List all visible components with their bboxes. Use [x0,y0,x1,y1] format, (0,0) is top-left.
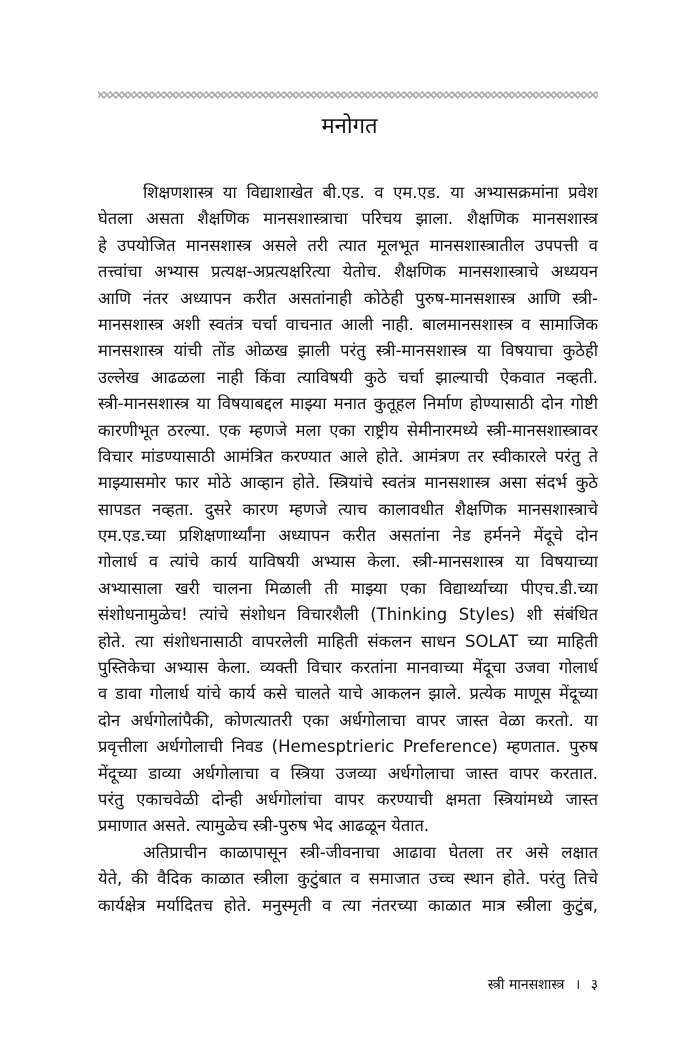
paragraph-2 [98,840,598,919]
text-line: मानसशास्त्र अशी स्वतंत्र चर्चा वाचनात आली नाही. बालमानसशास्त्र व सामाजिक [98,314,598,334]
text-line: संशोधनामुळेच! त्यांचे संशोधन विचारशैली (Thinking Styles) शी संबंधित [98,605,598,625]
footer-separator: । [574,977,581,993]
text-line: सापडत नव्हता. दुसरे कारण म्हणजे त्याच कालावधीत शैक्षणिक मानसशास्त्राचे [98,499,598,519]
text-line: घेतला असता शैक्षणिक मानसशास्त्राचा परिचय झाला. शैक्षणिक मानसशास्त्र [98,209,598,229]
text-line: अभ्यासाला खरी चालना मिळाली ती माझ्या एका विद्यार्थ्याच्या पीएच.डी.च्या [98,578,598,598]
text-line: विचार मांडण्यासाठी आमंत्रित करण्यात आले होते. आमंत्रण तर स्वीकारले परंतु ते [98,446,598,466]
text-line: दोन अर्धगोलांपैकी, कोणत्यातरी एका अर्धगोलाचा वापर जास्त वेळा करतो. या [98,710,598,730]
paragraph-1 [98,180,598,840]
text-line: मानसशास्त्र यांची तोंड ओळख झाली परंतु स्त्री-मानसशास्त्र या विषयाचा कुठेही [98,341,598,361]
text-line: अतिप्राचीन काळापासून स्त्री-जीवनाचा आढावा घेतला तर असे लक्षात [143,842,598,862]
text-line: पुस्तिकेचा अभ्यास केला. व्यक्ती विचार करतांना मानवाच्या मेंदूचा उजवा गोलार्ध [98,658,598,678]
page-footer [488,975,598,994]
text-line: तत्त्वांचा अभ्यास प्रत्यक्ष-अप्रत्यक्षरित्या येतोच. शैक्षणिक मानसशास्त्राचे अध्ययन [98,262,598,282]
text-line: हे उपयोजित मानसशास्त्र असले तरी त्यात मूलभूत मानसशास्त्रातील उपपत्ती व [98,235,598,255]
body-text [98,180,598,919]
text-line: प्रमाणात असते. त्यामुळेच स्त्री-पुरुष भेद आढळून येतात. [98,816,430,836]
text-line: शिक्षणशास्त्र या विद्याशाखेत बी.एड. व एम.एड. या अभ्यासक्रमांना प्रवेश [143,183,598,202]
text-line: माझ्यासमोर फार मोठे आव्हान होते. स्त्रियांचे स्वतंत्र मानसशास्त्र असा संदर्भ कुठे [98,473,598,493]
running-title: स्त्री मानसशास्त्र [487,977,565,993]
text-line: आणि नंतर अध्यापन करीत असतांनाही कोठेही पुरुष-मानसशास्त्र आणि स्त्री- [98,288,598,308]
text-line: एम.एड.च्या प्रशिक्षणार्थ्यांना अध्यापन करीत असतांना नेड हर्मनने मेंदूचे दोन [98,526,598,546]
page-number: ३ [590,977,598,993]
text-line: कारणीभूत ठरल्या. एक म्हणजे मला एका राष्ट्रीय सेमीनारमध्ये स्त्री-मानसशास्त्रावर [98,420,598,440]
text-line: व डावा गोलार्ध यांचे कार्य कसे चालते याचे आकलन झाले. प्रत्येक माणूस मेंदूच्या [98,684,598,704]
text-line: गोलार्ध व त्यांचे कार्य याविषयी अभ्यास केला. स्त्री-मानसशास्त्र या विषयाच्या [98,552,598,572]
text-line: परंतु एकाचवेळी दोन्ही अर्धगोलांचा वापर करण्याची क्षमता स्त्रियांमध्ये जास्त [98,789,598,809]
text-line: स्त्री-मानसशास्त्र या विषयाबद्दल माझ्या मनात कुतूहल निर्माण होण्यासाठी दोन गोष्टी [98,394,598,414]
text-line: प्रवृत्तीला अर्धगोलाची निवड (Hemesptrieric Preference) म्हणतात. पुरुष [98,737,598,757]
text-line: येते, की वैदिक काळात स्त्रीला कुटुंबात व समाजात उच्च स्थान होते. परंतु तिचे [98,869,598,889]
decorative-border [98,90,598,99]
page-title: मनोगत [321,114,378,139]
text-line: मेंदूच्या डाव्या अर्धगोलाचा व स्त्रिया उजव्या अर्धगोलाचा जास्त वापर करतात. [98,763,598,783]
text-line: होते. त्या संशोधनासाठी वापरलेली माहिती संकलन साधन SOLAT च्या माहिती [98,631,598,651]
text-line: कार्यक्षेत्र मर्यादितच होते. मनुस्मृती व त्या नंतरच्या काळात मात्र स्त्रीला कुटुंब, [98,895,598,915]
text-line: उल्लेख आढळला नाही किंवा त्याविषयी कुठे चर्चा झाल्याची ऐकवात नव्हती. [98,367,598,387]
